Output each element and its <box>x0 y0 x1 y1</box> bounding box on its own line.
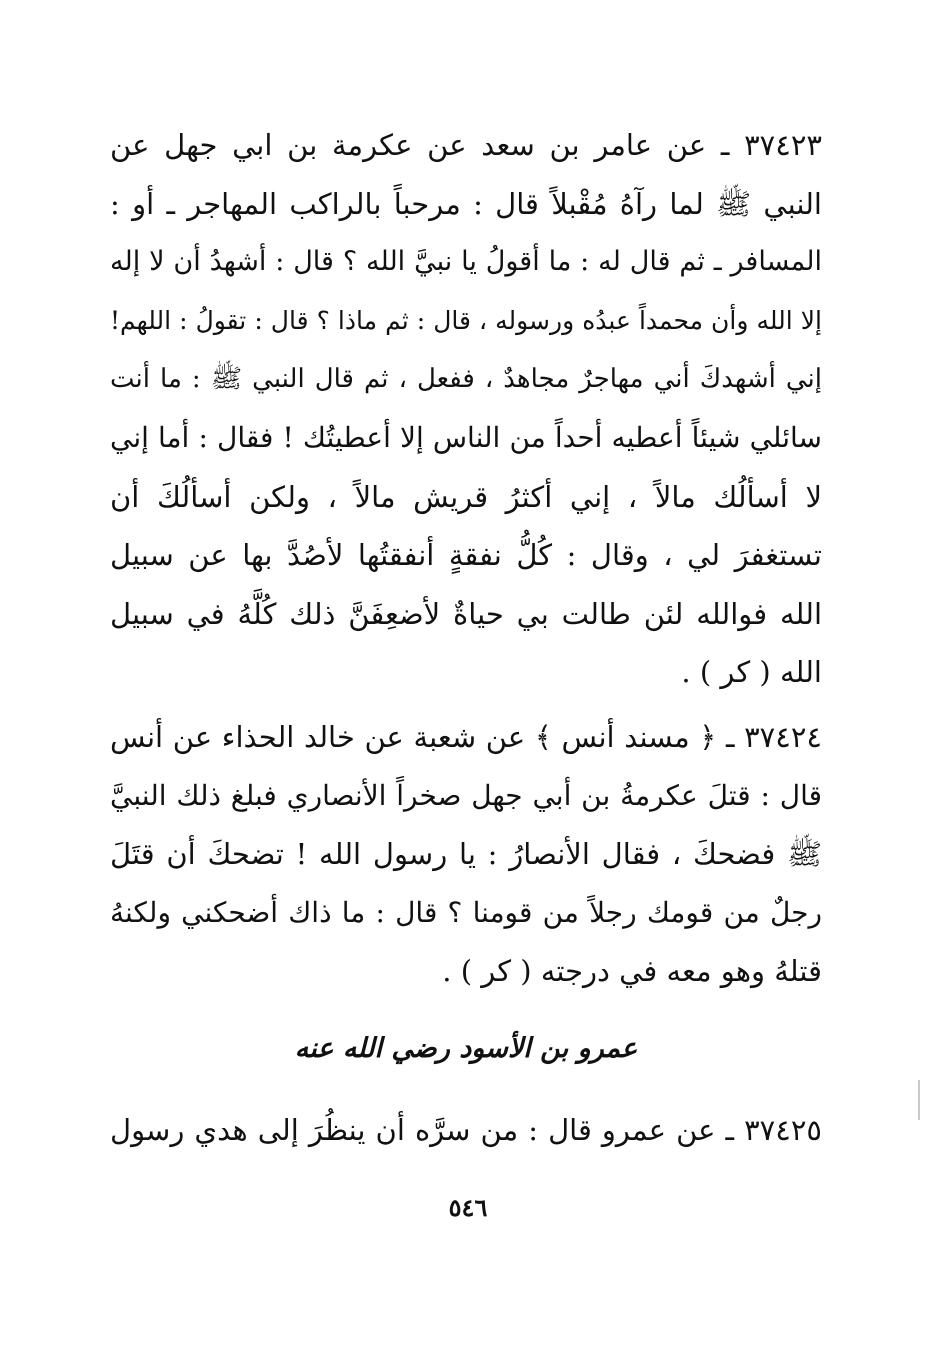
text-line: إلا الله وأن محمداً عبدُه ورسوله ، قال : ثم ماذا ؟ قال : تقولُ : اللهم! <box>110 305 822 335</box>
text-line: ٣٧٤٢٤ ـ ﴿ مسند أنس ﴾ عن شعبة عن خالد الحذاء عن أنس <box>110 720 822 754</box>
text-line: المسافر ـ ثم قال له : ما أقولُ يا نبيَّ الله ؟ قال : أشهدُ أن لا إله <box>110 246 822 278</box>
hadith-entry-37425 <box>110 1101 822 1160</box>
text-line: ٣٧٤٢٣ ـ عن عامر بن سعد عن عكرمة بن ابي جهل عن <box>110 128 822 162</box>
text-line: قتلهُ وهو معه في درجته ( كر ) . <box>442 954 822 989</box>
text-line: ﷺ فضحكَ ، فقال الأنصارُ : يا رسول الله ! تضحكَ أن قتَلَ <box>110 837 822 872</box>
section-heading: عمرو بن الأسود رضي الله عنه <box>294 1033 638 1064</box>
text-line: قال : قتلَ عكرمةُ بن أبي جهل صخراً الأنصاري فبلغ ذلك النبيَّ <box>110 778 822 812</box>
text-line: الله ( كر ) . <box>681 655 822 690</box>
page-number: ٥٤٦ <box>448 1193 488 1222</box>
text-line: تستغفرَ لي ، وقال : كُلُّ نفقةٍ أنفقتُها لأصُدَّ بها عن سبيل <box>110 538 822 573</box>
text-line: النبي ﷺ لما رآهُ مُقْبلاً قال : مرحباً بالراكب المهاجر ـ أو : <box>110 186 822 221</box>
hadith-entry-37424 <box>110 708 822 1001</box>
scan-edge-mark <box>918 1080 920 1120</box>
text-line: سائلي شيئاً أعطيه أحداً من الناس إلا أعطيتُك ! فقال : أما إني <box>110 420 822 454</box>
text-line: رجلٌ من قومك رجلاً من قومنا ؟ قال : ما ذاك أضحكني ولكنهُ <box>110 895 822 929</box>
text-line: إني أشهدكَ أني مهاجرٌ مجاهدٌ ، ففعل ، ثم قال النبي ﷺ : ما أنت <box>110 364 822 395</box>
text-line: ٣٧٤٢٥ ـ عن عمرو قال : من سرَّه أن ينظُرَ إلى هدي رسول <box>110 1113 822 1147</box>
text-line: الله فوالله لئن طالت بي حياةٌ لأضعِفَنَّ ذلك كُلَّهُ في سبيل <box>110 596 822 631</box>
text-line: لا أسألُك مالاً ، إني أكثرُ قريش مالاً ، ولكن أسألُكَ أن <box>110 479 822 514</box>
hadith-entry-37423 <box>110 116 822 702</box>
